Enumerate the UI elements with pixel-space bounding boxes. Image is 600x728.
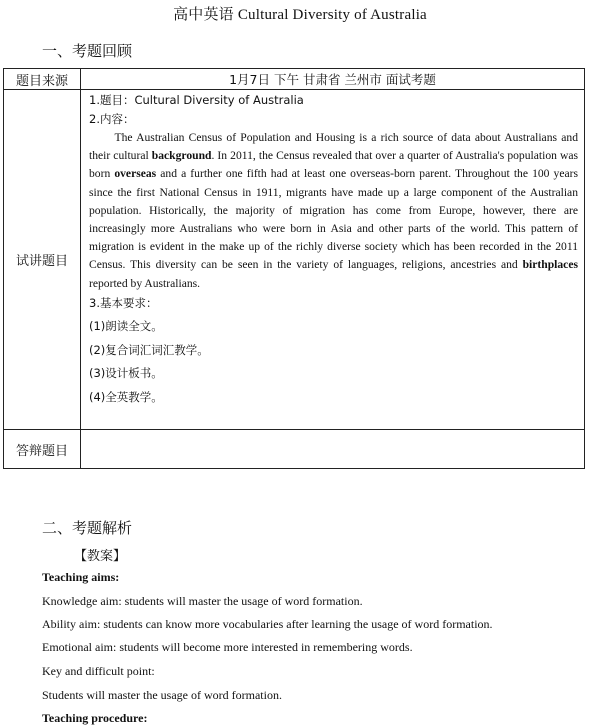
passage-segment: reported by Australians. (89, 276, 201, 290)
passage-text (89, 129, 578, 293)
ability-aim: Ability aim: students can know more vocabularies after learning the usage of word formation. (42, 617, 493, 631)
answer-row (4, 430, 585, 469)
section-heading-analysis: 二、考题解析 (42, 519, 133, 537)
source-value: 1月7日 下午 甘肃省 兰州市 面试考题 (81, 69, 585, 90)
passage-segment: . In 2011, the Census revealed that over a quarter of Australia's population was born (89, 149, 578, 181)
requirement-item: (4)全英教学。 (89, 389, 163, 404)
requirement-item: (1)朗读全文。 (89, 319, 163, 334)
passage-segment: and a further one fifth had at least one overseas-born parent. Throughout the 100 years since the first National Census in 1911, migrants have made up a large component of the Australian population. Historically, the majority of migration has come from Europe, however, there are increasingly more Australians who were born in Asia and other parts of the world. This pattern of migration is evident in the make up of the richly diverse society which has been recorded in the 2011 Census. This diversity can be seen in the variety of languages, religions, ancestries and (89, 167, 578, 272)
requirement-item: (3)设计板书。 (89, 366, 163, 381)
keyword: overseas (114, 167, 157, 181)
content-label: 2.内容： (89, 111, 135, 126)
requirement-item: (2)复合词汇词汇教学。 (89, 342, 209, 357)
key-point-heading: Key and difficult point: (42, 664, 155, 678)
keyword: birthplaces (522, 258, 578, 272)
answer-value (81, 430, 585, 469)
lecture-row (4, 90, 585, 430)
source-row (4, 69, 585, 90)
requirements-label: 3.基本要求： (89, 295, 158, 310)
document-title: 高中英语 Cultural Diversity of Australia (173, 7, 427, 23)
key-point: Students will master the usage of word formation. (42, 688, 282, 702)
lesson-plan-heading: 【教案】 (74, 549, 127, 564)
answer-label: 答辩题目 (4, 430, 81, 469)
lecture-content (81, 90, 585, 430)
source-label: 题目来源 (4, 69, 81, 90)
emotional-aim: Emotional aim: students will become more interested in remembering words. (42, 640, 413, 654)
lecture-label: 试讲题目 (4, 90, 81, 430)
section-heading-review: 一、考题回顾 (42, 42, 133, 60)
exam-table (3, 68, 585, 469)
procedure-heading: Teaching procedure: (42, 711, 148, 725)
aims-heading: Teaching aims: (42, 570, 120, 584)
topic-line: 1.题目：Cultural Diversity of Australia (89, 93, 304, 107)
keyword: background (151, 149, 212, 163)
knowledge-aim: Knowledge aim: students will master the usage of word formation. (42, 594, 363, 608)
passage-segment: The Australian Census of Population and Housing is a rich source of data about Australians and their cultural (89, 131, 578, 163)
